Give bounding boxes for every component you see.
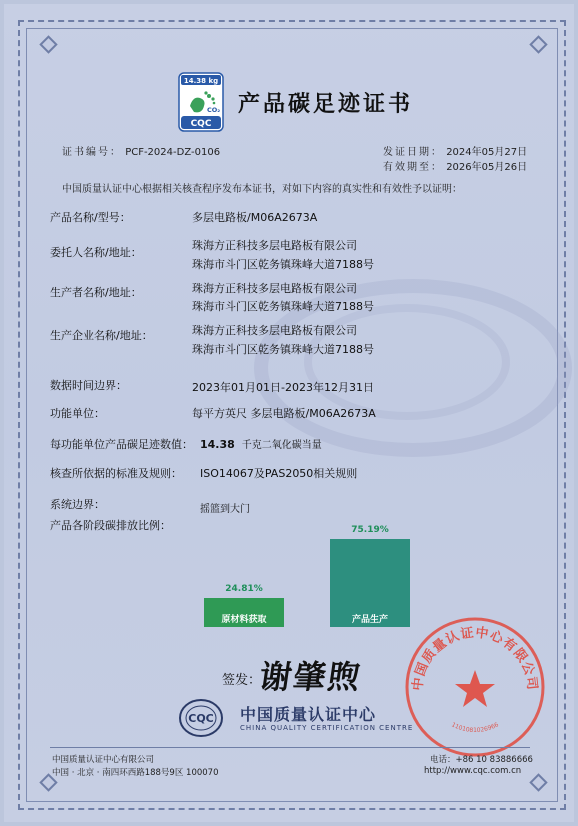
- footprint-unit: 千克二氧化碳当量: [241, 440, 322, 451]
- producer-label: 生产者名称/地址：: [50, 286, 142, 299]
- signature: 谢肇煦: [257, 658, 365, 696]
- footer-divider: [50, 747, 530, 748]
- footprint-value: [200, 436, 322, 451]
- footer-website[interactable]: http://www.cqc.com.cn: [424, 766, 522, 776]
- ratio-label: 产品各阶段碳排放比例：: [50, 519, 171, 532]
- cqc-logo: [178, 697, 224, 739]
- svg-text:CQC: CQC: [190, 119, 212, 129]
- chart-category-label: 产品生产: [351, 615, 388, 625]
- issue-date-label: 发证日期：: [383, 147, 443, 158]
- boundary-label: 系统边界：: [50, 498, 105, 511]
- product-value: 多层电路板/M06A2673A: [192, 211, 318, 224]
- official-seal: [400, 612, 550, 762]
- svg-text:CO₂: CO₂: [207, 106, 221, 114]
- period-label: 数据时间边界：: [50, 379, 127, 392]
- footer-organization-english: CHINA QUALITY CERTIFICATION CENTRE: [240, 724, 414, 732]
- valid-until-value: 2026年05月26日: [446, 162, 528, 173]
- period-value: 2023年01月01日-2023年12月31日: [192, 381, 374, 394]
- client-address: 珠海市斗门区乾务镇珠峰大道7188号: [192, 258, 374, 271]
- chart-value-label: 75.19%: [351, 525, 389, 535]
- footer-address: 中国 · 北京 · 南四环西路188号9区 100070: [52, 768, 219, 778]
- producer-name: 珠海方正科技多层电路板有限公司: [192, 282, 357, 295]
- factory-label: 生产企业名称/地址：: [50, 329, 153, 342]
- footprint-label: 每功能单位产品碳足迹数值：: [50, 438, 193, 451]
- producer-address: 珠海市斗门区乾务镇珠峰大道7188号: [192, 300, 374, 313]
- svg-text:14.38 kg: 14.38 kg: [183, 77, 219, 85]
- certificate-number: [62, 143, 220, 158]
- svg-text:中国质量认证中心有限公司: 中国质量认证中心有限公司: [410, 625, 540, 692]
- product-label: 产品名称/型号：: [50, 211, 131, 224]
- footer-phone: 电话：+86 10 83886666: [430, 755, 533, 765]
- client-label: 委托人名称/地址：: [50, 246, 142, 259]
- valid-until-label: 有效期至：: [383, 162, 443, 173]
- footprint-number: 14.38: [200, 438, 235, 451]
- functional-unit-label: 功能单位：: [50, 407, 105, 420]
- factory-address: 珠海市斗门区乾务镇珠峰大道7188号: [192, 343, 374, 356]
- certificate-title: 产品碳足迹证书: [238, 92, 414, 117]
- standard-label: 核查所依据的标准及规则：: [50, 467, 182, 480]
- cqc-carbon-label-logo: [178, 72, 224, 132]
- standard-value: ISO14067及PAS2050相关规则: [200, 467, 358, 480]
- signature-label: 签发：: [222, 673, 262, 688]
- valid-until: [383, 158, 527, 173]
- issue-date-value: 2024年05月27日: [446, 147, 528, 158]
- svg-text:CQC: CQC: [188, 712, 214, 725]
- boundary-value: 摇篮到大门: [200, 504, 250, 515]
- svg-text:1101081026966: 1101081026966: [450, 721, 500, 735]
- factory-name: 珠海方正科技多层电路板有限公司: [192, 324, 357, 337]
- footer-company: 中国质量认证中心有限公司: [52, 755, 155, 765]
- intro-statement: 中国质量认证中心根据相关核查程序发布本证书，对如下内容的真实性和有效性予以证明：: [62, 184, 462, 195]
- issue-date: [383, 143, 527, 158]
- cert-no-label: 证书编号：: [62, 147, 122, 158]
- footer-organization: 中国质量认证中心: [240, 705, 377, 724]
- cert-no-value: PCF-2024-DZ-0106: [125, 147, 221, 158]
- client-name: 珠海方正科技多层电路板有限公司: [192, 239, 357, 252]
- chart-value-label: 24.81%: [225, 584, 263, 594]
- chart-category-label: 原材料获取: [221, 615, 267, 625]
- functional-unit-value: 每平方英尺 多层电路板/M06A2673A: [192, 407, 376, 420]
